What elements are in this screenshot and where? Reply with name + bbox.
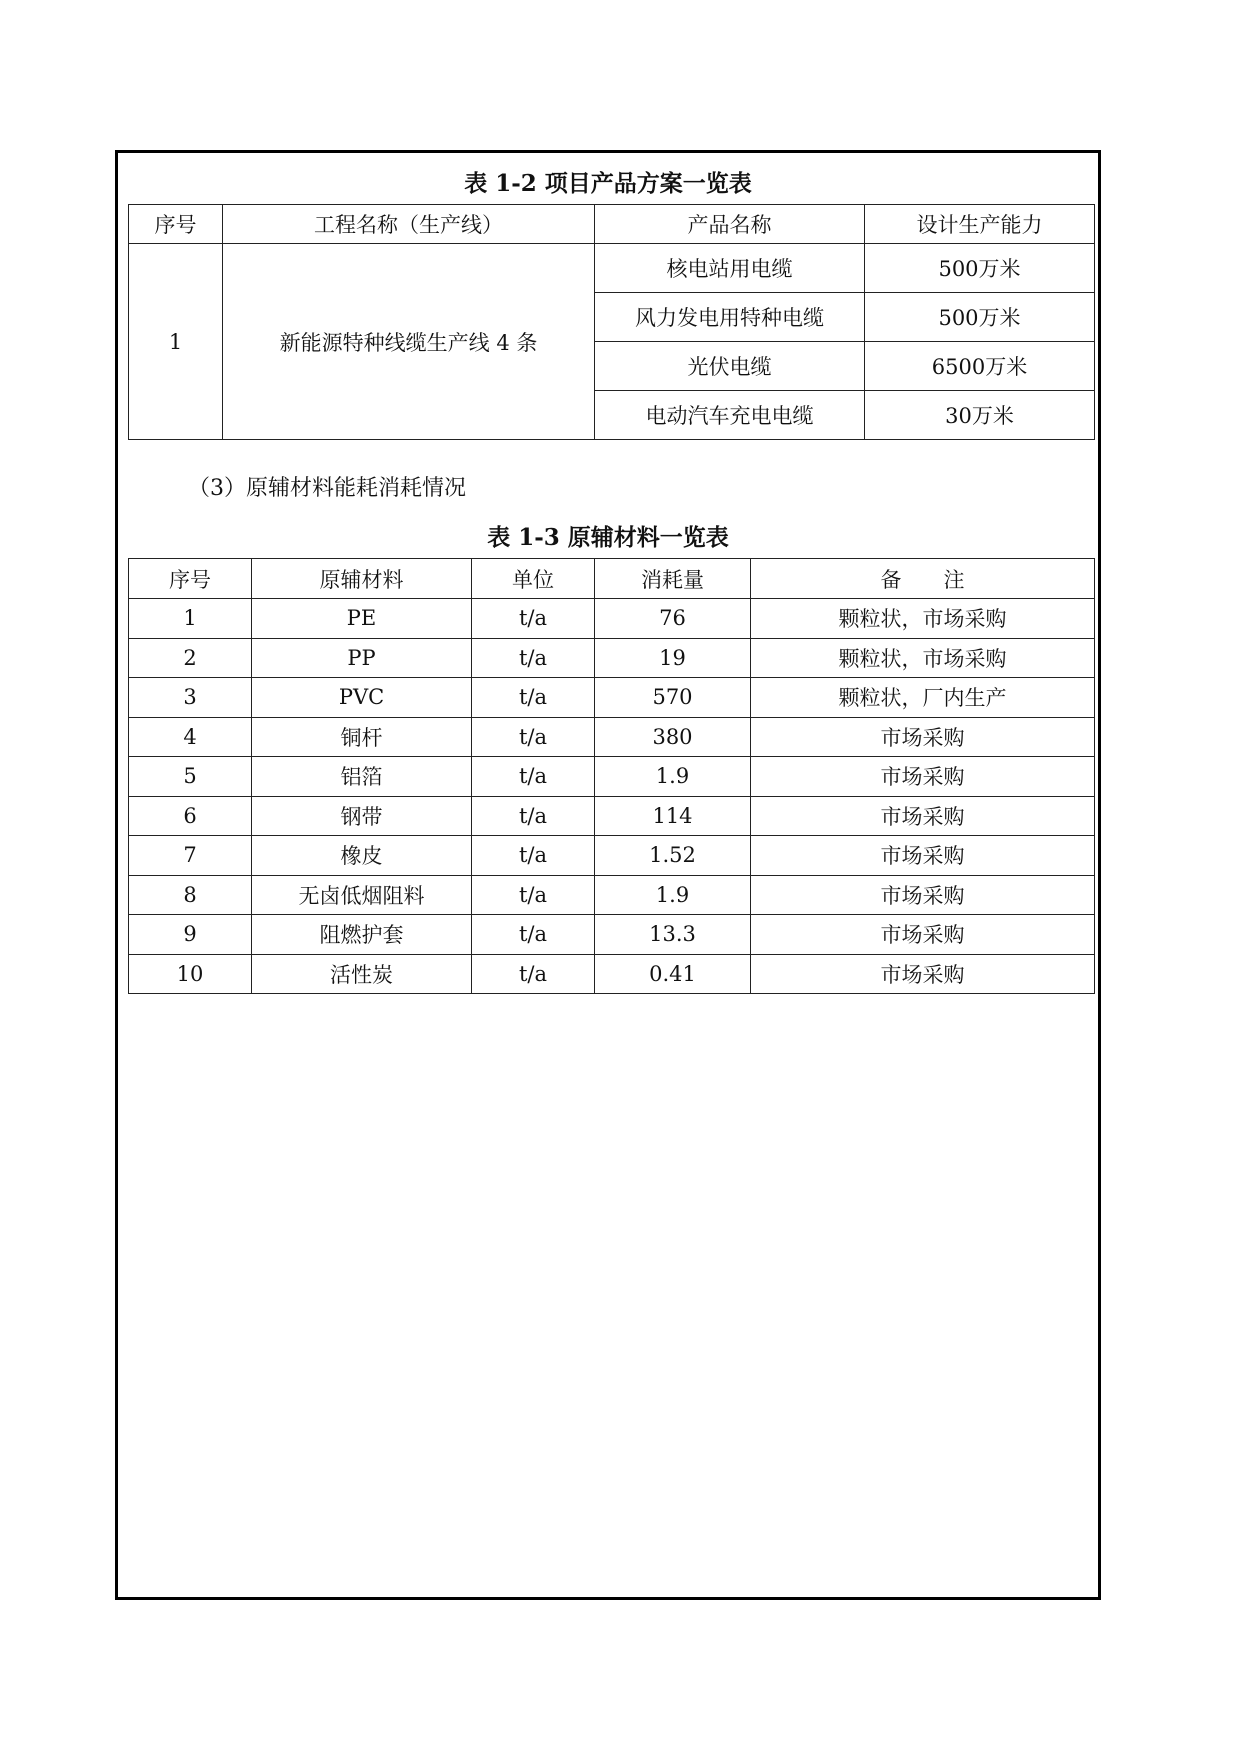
raw-materials-table	[128, 558, 1095, 994]
table-row	[129, 638, 1095, 678]
product-name-cell: 风力发电用特种电缆	[595, 293, 865, 342]
table-1-2-caption: 表 1-2 项目产品方案一览表	[464, 170, 752, 197]
amount-cell: 13.3	[595, 915, 751, 955]
table-row	[129, 836, 1095, 876]
amount-cell: 1.52	[595, 836, 751, 876]
unit-cell: t/a	[472, 717, 595, 757]
capacity-cell: 500万米	[865, 293, 1095, 342]
unit-cell: t/a	[472, 954, 595, 994]
index-cell: 9	[129, 915, 252, 955]
amount-cell: 1.9	[595, 875, 751, 915]
unit-cell: t/a	[472, 599, 595, 639]
material-cell: 橡皮	[252, 836, 472, 876]
note-cell: 市场采购	[751, 915, 1095, 955]
note-cell: 市场采购	[751, 796, 1095, 836]
note-cell: 市场采购	[751, 954, 1095, 994]
material-cell: 阻燃护套	[252, 915, 472, 955]
header-cell: 消耗量	[595, 559, 751, 599]
amount-cell: 19	[595, 638, 751, 678]
table-row	[129, 757, 1095, 797]
table-row	[129, 954, 1095, 994]
amount-cell: 570	[595, 678, 751, 718]
table-row	[129, 796, 1095, 836]
note-cell: 市场采购	[751, 836, 1095, 876]
product-name-cell: 光伏电缆	[595, 342, 865, 391]
unit-cell: t/a	[472, 875, 595, 915]
table-row	[129, 915, 1095, 955]
unit-cell: t/a	[472, 796, 595, 836]
table-row	[129, 244, 1095, 293]
amount-cell: 76	[595, 599, 751, 639]
product-name-cell: 电动汽车充电电缆	[595, 391, 865, 440]
material-cell: PP	[252, 638, 472, 678]
material-cell: PE	[252, 599, 472, 639]
capacity-cell: 30万米	[865, 391, 1095, 440]
note-cell: 颗粒状，市场采购	[751, 638, 1095, 678]
index-cell: 8	[129, 875, 252, 915]
header-cell: 序号	[129, 205, 223, 244]
note-cell: 市场采购	[751, 875, 1095, 915]
note-cell: 颗粒状，市场采购	[751, 599, 1095, 639]
table-row	[129, 678, 1095, 718]
amount-cell: 114	[595, 796, 751, 836]
index-cell: 1	[129, 244, 223, 440]
index-cell: 4	[129, 717, 252, 757]
section-heading: （3）原辅材料能耗消耗情况	[188, 476, 466, 501]
page-frame	[115, 150, 1101, 1600]
note-cell: 市场采购	[751, 717, 1095, 757]
index-cell: 7	[129, 836, 252, 876]
header-cell: 原辅材料	[252, 559, 472, 599]
amount-cell: 380	[595, 717, 751, 757]
header-cell: 单位	[472, 559, 595, 599]
note-cell: 颗粒状，厂内生产	[751, 678, 1095, 718]
index-cell: 5	[129, 757, 252, 797]
header-cell: 序号	[129, 559, 252, 599]
index-cell: 6	[129, 796, 252, 836]
header-cell: 工程名称（生产线）	[223, 205, 595, 244]
material-cell: 铜杆	[252, 717, 472, 757]
amount-cell: 0.41	[595, 954, 751, 994]
table-1-3-caption: 表 1-3 原辅材料一览表	[487, 524, 729, 551]
index-cell: 1	[129, 599, 252, 639]
material-cell: PVC	[252, 678, 472, 718]
index-cell: 3	[129, 678, 252, 718]
capacity-cell: 500万米	[865, 244, 1095, 293]
table-row	[129, 717, 1095, 757]
unit-cell: t/a	[472, 836, 595, 876]
note-cell: 市场采购	[751, 757, 1095, 797]
table-row	[129, 599, 1095, 639]
material-cell: 钢带	[252, 796, 472, 836]
product-name-cell: 核电站用电缆	[595, 244, 865, 293]
unit-cell: t/a	[472, 757, 595, 797]
capacity-cell: 6500万米	[865, 342, 1095, 391]
unit-cell: t/a	[472, 678, 595, 718]
header-cell: 产品名称	[595, 205, 865, 244]
unit-cell: t/a	[472, 638, 595, 678]
header-cell: 备 注	[751, 559, 1095, 599]
index-cell: 2	[129, 638, 252, 678]
material-cell: 活性炭	[252, 954, 472, 994]
index-cell: 10	[129, 954, 252, 994]
material-cell: 铝箔	[252, 757, 472, 797]
header-cell: 设计生产能力	[865, 205, 1095, 244]
amount-cell: 1.9	[595, 757, 751, 797]
project-name-cell: 新能源特种线缆生产线 4 条	[223, 244, 595, 440]
table-header-row	[129, 559, 1095, 599]
product-plan-table	[128, 204, 1095, 440]
material-cell: 无卤低烟阻料	[252, 875, 472, 915]
table-row	[129, 875, 1095, 915]
unit-cell: t/a	[472, 915, 595, 955]
table-header-row	[129, 205, 1095, 244]
